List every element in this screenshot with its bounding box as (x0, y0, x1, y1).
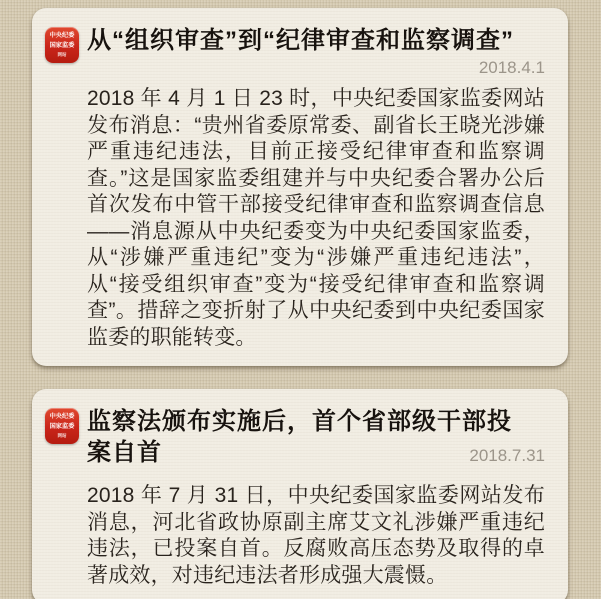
ccdi-app-icon-text-line2: 国家监委 (49, 423, 75, 431)
card-title: 监察法颁布实施后，首个省部级干部投案自首 (87, 408, 512, 466)
card-body-text: 2018 年 4 月 1 日 23 时，中央纪委国家监委网站发布消息：“贵州省委原常委、副省长王晓光涉嫌严重违纪违法，目前正接受纪律审查和监察调查。”这是国家监委组建并与中央纪委合署办公后首次发布中管干部接受纪律审查和监察调查信息——消息源从中央纪委变为中央纪委国家监委，从“涉嫌严重违纪”变为“涉嫌严重违纪违法”，从“接受组织审查”变为“接受纪律审查和监察调查”。措辞之变折射了从中央纪委到中央纪委国家监委的职能转变。 (87, 87, 545, 349)
card-date: 2018.7.31 (469, 446, 545, 465)
card-date: 2018.4.1 (478, 58, 545, 77)
news-card-2[interactable] (32, 389, 568, 599)
card-content (87, 25, 545, 351)
news-card-1[interactable] (32, 8, 568, 366)
ccdi-app-icon-text-line3: 网站 (57, 52, 67, 58)
ccdi-app-icon-text-line1: 中央纪委 (49, 413, 75, 421)
card-title: 从“组织审查”到“纪律审查和监察调查” (87, 27, 514, 54)
ccdi-app-icon-text-line1: 中央纪委 (49, 32, 75, 40)
ccdi-app-icon-text-line2: 国家监委 (49, 42, 75, 50)
ccdi-app-icon (45, 408, 79, 444)
card-content (87, 406, 545, 589)
ccdi-app-icon-text-line3: 网站 (57, 433, 67, 439)
card-body-text: 2018 年 7 月 31 日，中央纪委国家监委网站发布消息，河北省政协原副主席艾文礼涉嫌严重违纪违法，已投案自首。反腐败高压态势及取得的卓著成效，对违纪违法者形成强大震慑。 (87, 484, 545, 587)
ccdi-app-icon (45, 27, 79, 63)
